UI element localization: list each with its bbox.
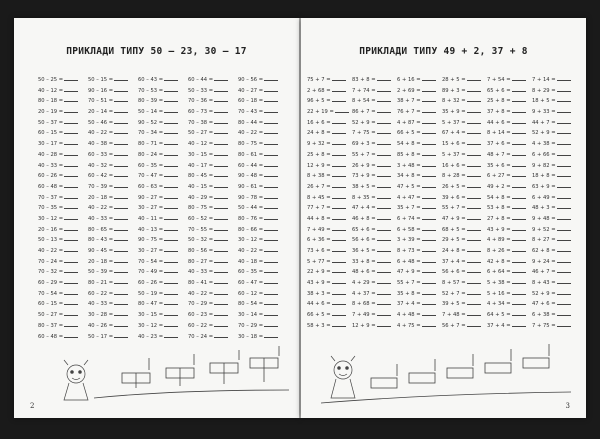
exercise-text: 20 – 19 = — [38, 109, 64, 116]
exercise-text: 89 + 3 = — [442, 87, 466, 94]
exercise-text: 69 + 3 = — [352, 141, 376, 148]
exercise-text: 18 + 8 = — [532, 173, 556, 180]
exercise-text: 96 + 5 = — [307, 98, 331, 105]
right-page — [301, 18, 586, 418]
exercise-text: 18 + 5 = — [532, 98, 556, 105]
exercise-text: 52 + 7 = — [442, 290, 466, 297]
exercise-text: 40 – 13 = — [138, 226, 164, 233]
exercise-text: 44 + 6 = — [307, 301, 331, 308]
exercise-text: 60 – 15 = — [38, 301, 64, 308]
exercise-text: 30 – 12 = — [38, 215, 64, 222]
exercise-text: 7 + 75 = — [352, 130, 376, 137]
exercise-text: 60 – 22 = — [188, 322, 214, 329]
exercise-text: 50 – 27 = — [188, 130, 214, 137]
exercise-text: 6 + 64 = — [487, 269, 511, 276]
exercise-text: 40 – 23 = — [138, 333, 164, 340]
exercise-text: 70 – 38 = — [188, 119, 214, 126]
left-page-title: ПРИКЛАДИ ТИПУ 50 – 23, 30 – 17 — [66, 46, 247, 57]
exercise-text: 40 – 22 = — [88, 130, 114, 137]
exercise-text: 35 + 8 = — [397, 290, 421, 297]
exercise-text: 60 – 12 = — [238, 290, 264, 297]
exercise-text: 76 + 7 = — [397, 109, 421, 116]
exercise-text: 73 + 9 = — [352, 173, 376, 180]
exercise-text: 30 – 14 = — [238, 312, 264, 319]
exercise-text: 80 – 24 = — [138, 151, 164, 158]
right-page-number: 3 — [565, 402, 570, 410]
exercise-text: 9 + 52 = — [532, 226, 556, 233]
exercise-text: 52 + 9 = — [352, 119, 376, 126]
exercise-text: 47 + 6 = — [532, 301, 556, 308]
exercise-text: 26 + 7 = — [307, 183, 331, 190]
exercise-text: 35 + 6 = — [487, 162, 511, 169]
exercise-text: 4 + 87 = — [397, 119, 421, 126]
exercise-text: 29 + 5 = — [442, 237, 466, 244]
exercise-text: 60 – 44 = — [238, 162, 264, 169]
exercise-text: 90 – 75 = — [138, 237, 164, 244]
exercise-text: 40 – 22 = — [38, 248, 64, 254]
exercise-text: 15 + 6 = — [442, 141, 466, 148]
exercise-text: 20 – 14 = — [88, 109, 114, 116]
exercise-text: 9 + 24 = — [532, 258, 556, 265]
exercise-text: 70 – 34 = — [138, 130, 164, 137]
exercise-text: 40 – 22 = — [238, 130, 264, 137]
exercise-text: 54 + 8 = — [487, 194, 511, 201]
exercise-text: 39 + 5 = — [442, 301, 466, 308]
exercise-text: 40 – 28 = — [38, 151, 64, 158]
exercise-text: 63 + 9 = — [532, 183, 556, 190]
exercise-text: 5 + 38 = — [487, 280, 511, 287]
exercise-text: 60 – 35 = — [238, 269, 264, 276]
exercise-text: 75 + 7 = — [307, 77, 331, 83]
exercise-text: 30 – 15 = — [138, 312, 164, 319]
exercise-text: 48 + 3 = — [532, 205, 556, 212]
exercise-text: 60 – 42 = — [88, 173, 114, 180]
exercise-text: 80 – 75 = — [188, 205, 214, 212]
exercise-text: 60 – 52 = — [188, 215, 214, 222]
exercise-text: 27 + 8 = — [487, 215, 511, 222]
exercise-text: 2 + 68 = — [307, 87, 331, 94]
exercise-text: 68 + 5 = — [442, 226, 466, 233]
exercise-text: 60 – 23 = — [188, 312, 214, 319]
exercise-text: 3 + 39 = — [397, 237, 421, 244]
exercise-text: 44 + 8 = — [307, 215, 331, 222]
exercise-text: 8 + 29 = — [532, 87, 556, 94]
exercise-text: 40 – 12 = — [38, 87, 64, 94]
exercise-text: 80 – 75 = — [238, 141, 264, 148]
exercise-text: 46 + 8 = — [352, 215, 376, 222]
exercise-text: 4 + 89 = — [487, 237, 511, 244]
exercise-text: 80 – 41 = — [188, 280, 214, 287]
exercise-text: 24 + 8 = — [442, 248, 466, 254]
exercise-text: 56 + 6 = — [352, 237, 376, 244]
exercise-text: 60 – 33 = — [88, 151, 114, 158]
exercise-text: 8 + 32 = — [442, 98, 466, 105]
exercise-text: 7 + 75 = — [532, 322, 556, 329]
exercise-text: 50 – 32 = — [188, 237, 214, 244]
exercise-text: 22 + 9 = — [307, 269, 331, 276]
exercise-text: 37 + 8 = — [487, 109, 511, 116]
exercise-text: 6 + 16 = — [397, 77, 421, 83]
exercise-text: 55 + 7 = — [442, 205, 466, 212]
exercise-text: 60 – 15 = — [38, 130, 64, 137]
exercise-text: 30 – 27 = — [138, 205, 164, 212]
exercise-text: 90 – 27 = — [138, 194, 164, 201]
exercise-text: 70 – 32 = — [38, 269, 64, 276]
exercise-text: 47 + 9 = — [397, 269, 421, 276]
exercise-text: 40 – 33 = — [188, 269, 214, 276]
exercise-text: 37 + 4 = — [442, 258, 466, 265]
exercise-text: 48 + 7 = — [487, 151, 511, 158]
exercise-text: 80 – 61 = — [238, 151, 264, 158]
exercise-text: 40 – 18 = — [238, 258, 264, 265]
staircase-illustration — [14, 18, 299, 418]
exercise-text: 26 + 5 = — [442, 183, 466, 190]
exercise-text: 47 + 9 = — [442, 215, 466, 222]
exercise-text: 35 + 9 = — [442, 109, 466, 116]
exercise-text: 40 – 22 = — [88, 205, 114, 212]
exercise-text: 6 + 66 = — [532, 151, 556, 158]
exercise-text: 26 + 9 = — [352, 162, 376, 169]
exercise-text: 50 – 46 = — [88, 119, 114, 126]
exercise-text: 70 – 47 = — [138, 173, 164, 180]
exercise-text: 60 – 26 = — [138, 280, 164, 287]
exercise-text: 50 – 33 = — [188, 87, 214, 94]
exercise-text: 47 + 4 = — [352, 205, 376, 212]
exercise-text: 52 + 9 = — [532, 130, 556, 137]
exercise-text: 50 – 37 = — [38, 119, 64, 126]
exercise-text: 58 + 3 = — [307, 322, 331, 329]
exercise-text: 86 + 7 = — [352, 109, 376, 116]
exercise-text: 6 + 58 = — [397, 226, 421, 233]
exercise-text: 56 + 7 = — [442, 322, 466, 329]
exercise-text: 53 + 8 = — [487, 205, 511, 212]
exercise-text: 70 – 35 = — [38, 205, 64, 212]
exercise-text: 60 – 47 = — [238, 280, 264, 287]
exercise-text: 9 + 82 = — [532, 162, 556, 169]
exercise-text: 38 + 7 = — [397, 98, 421, 105]
exercise-text: 50 – 39 = — [88, 269, 114, 276]
exercise-text: 40 – 26 = — [88, 322, 114, 329]
exercise-text: 70 – 43 = — [238, 109, 264, 116]
exercise-text: 60 – 44 = — [188, 77, 214, 83]
exercise-text: 80 – 76 = — [238, 215, 264, 222]
exercise-text: 48 + 6 = — [352, 269, 376, 276]
exercise-text: 83 + 8 = — [352, 77, 376, 83]
exercise-text: 80 – 44 = — [238, 119, 264, 126]
exercise-text: 6 + 48 = — [397, 258, 421, 265]
exercise-text: 35 + 7 = — [397, 205, 421, 212]
exercise-text: 20 – 16 = — [38, 226, 64, 233]
exercise-text: 16 + 6 = — [307, 119, 331, 126]
exercise-text: 6 + 74 = — [397, 215, 421, 222]
exercise-text: 16 + 6 = — [442, 162, 466, 169]
exercise-text: 7 + 48 = — [442, 312, 466, 319]
exercise-text: 8 + 38 = — [307, 173, 331, 180]
exercise-text: 70 – 49 = — [138, 269, 164, 276]
exercise-text: 8 + 57 = — [442, 280, 466, 287]
exercise-text: 60 – 73 = — [188, 109, 214, 116]
exercise-text: 20 – 18 = — [88, 194, 114, 201]
exercise-text: 40 – 32 = — [88, 162, 114, 169]
exercise-text: 49 + 2 = — [487, 183, 511, 190]
exercise-text: 90 – 78 = — [238, 194, 264, 201]
exercise-text: 9 + 48 = — [532, 215, 556, 222]
exercise-text: 52 + 9 = — [532, 290, 556, 297]
exercise-text: 80 – 39 = — [138, 98, 164, 105]
exercise-text: 60 – 35 = — [138, 162, 164, 169]
exercise-text: 40 – 17 = — [188, 162, 214, 169]
exercise-text: 12 + 9 = — [307, 162, 331, 169]
exercise-text: 4 + 48 = — [397, 312, 421, 319]
exercise-text: 4 + 47 = — [397, 194, 421, 201]
exercise-text: 8 + 26 = — [487, 248, 511, 254]
exercise-text: 66 + 5 = — [397, 130, 421, 137]
exercise-text: 30 – 27 = — [138, 248, 164, 254]
exercise-text: 55 + 7 = — [352, 151, 376, 158]
exercise-text: 50 – 44 = — [238, 205, 264, 212]
exercise-text: 50 – 13 = — [38, 237, 64, 244]
exercise-text: 40 – 22 = — [188, 290, 214, 297]
cartoon-character-icon — [64, 360, 88, 400]
exercise-text: 6 + 38 = — [532, 312, 556, 319]
exercise-text: 25 + 8 = — [487, 98, 511, 105]
exercise-text: 5 + 37 = — [442, 119, 466, 126]
exercise-text: 80 – 71 = — [138, 141, 164, 148]
exercise-text: 5 + 16 = — [487, 290, 511, 297]
exercise-text: 25 + 8 = — [307, 151, 331, 158]
exercise-text: 80 – 65 = — [88, 226, 114, 233]
exercise-text: 65 + 6 = — [487, 87, 511, 94]
exercise-text: 60 – 22 = — [88, 290, 114, 297]
exercise-text: 8 + 35 = — [352, 194, 376, 201]
exercise-text: 30 – 18 = — [238, 333, 264, 340]
exercise-text: 50 – 15 = — [88, 77, 114, 83]
right-page-title: ПРИКЛАДИ ТИПУ 49 + 2, 37 + 8 — [359, 46, 528, 57]
exercise-text: 46 + 7 = — [532, 269, 556, 276]
exercise-text: 85 + 8 = — [397, 151, 421, 158]
exercise-text: 50 – 25 = — [38, 77, 64, 83]
exercise-text: 8 + 14 = — [487, 130, 511, 137]
exercise-text: 37 + 4 = — [487, 322, 511, 329]
exercise-text: 80 – 27 = — [188, 258, 214, 265]
exercise-text: 44 + 6 = — [487, 119, 511, 126]
exercise-text: 70 – 39 = — [88, 183, 114, 190]
exercise-text: 8 + 54 = — [352, 98, 376, 105]
exercise-text: 5 + 77 = — [307, 258, 331, 265]
exercise-text: 2 + 69 = — [397, 87, 421, 94]
exercise-text: 60 – 48 = — [38, 183, 64, 190]
exercise-text: 7 + 14 = — [532, 77, 556, 83]
exercise-text: 70 – 54 = — [138, 258, 164, 265]
exercise-text: 7 + 74 = — [352, 87, 376, 94]
exercise-text: 38 + 5 = — [352, 183, 376, 190]
exercise-text: 33 + 8 = — [352, 258, 376, 265]
exercise-text: 6 + 36 = — [307, 237, 331, 244]
exercise-text: 43 + 9 = — [487, 226, 511, 233]
exercise-text: 70 – 37 = — [38, 194, 64, 201]
exercise-text: 9 + 32 = — [307, 141, 331, 148]
exercise-text: 70 – 51 = — [88, 98, 114, 105]
exercise-text: 8 + 68 = — [352, 301, 376, 308]
left-page — [14, 18, 299, 418]
exercise-text: 90 – 16 = — [88, 87, 114, 94]
exercise-text: 30 – 12 = — [238, 237, 264, 244]
exercise-text: 8 + 28 = — [442, 173, 466, 180]
staircase-illustration-right — [301, 18, 586, 418]
cartoon-character-icon — [331, 356, 355, 398]
exercise-text: 20 – 18 = — [88, 258, 114, 265]
exercise-text: 40 – 33 = — [88, 301, 114, 308]
exercise-text: 8 + 27 = — [532, 237, 556, 244]
exercise-text: 50 – 17 = — [88, 333, 114, 340]
exercise-text: 77 + 7 = — [307, 205, 331, 212]
exercise-text: 80 – 54 = — [238, 301, 264, 308]
exercise-text: 30 – 12 = — [138, 322, 164, 329]
exercise-text: 7 + 49 = — [307, 226, 331, 233]
exercise-text: 90 – 52 = — [138, 119, 164, 126]
exercise-text: 40 – 33 = — [38, 162, 64, 169]
exercise-text: 40 – 33 = — [88, 215, 114, 222]
exercise-text: 56 + 6 = — [442, 269, 466, 276]
exercise-text: 60 – 43 = — [138, 77, 164, 83]
exercise-text: 22 + 19 = — [307, 109, 334, 116]
exercise-text: 24 + 8 = — [307, 130, 331, 137]
exercise-text: 50 – 14 = — [138, 109, 164, 116]
exercise-text: 66 + 5 = — [307, 312, 331, 319]
exercise-text: 37 + 6 = — [487, 141, 511, 148]
exercise-text: 44 + 7 = — [532, 119, 556, 126]
exercise-text: 4 + 75 = — [397, 322, 421, 329]
exercise-text: 4 + 38 = — [532, 141, 556, 148]
exercise-text: 80 – 18 = — [38, 98, 64, 105]
exercise-text: 40 – 29 = — [188, 194, 214, 201]
exercise-text: 62 + 8 = — [532, 248, 556, 254]
exercise-text: 5 + 37 = — [442, 151, 466, 158]
exercise-text: 80 – 21 = — [88, 280, 114, 287]
exercise-text: 40 – 38 = — [88, 141, 114, 148]
exercise-text: 60 – 18 = — [238, 98, 264, 105]
exercise-text: 4 + 34 = — [487, 301, 511, 308]
exercise-text: 70 – 55 = — [188, 226, 214, 233]
exercise-text: 54 + 8 = — [397, 141, 421, 148]
exercise-text: 67 + 4 = — [442, 130, 466, 137]
exercise-text: 70 – 29 = — [188, 301, 214, 308]
exercise-text: 70 – 53 = — [138, 87, 164, 94]
exercise-text: 40 – 27 = — [238, 87, 264, 94]
exercise-text: 8 + 73 = — [397, 248, 421, 254]
exercise-text: 80 – 56 = — [188, 248, 214, 254]
exercise-text: 65 + 6 = — [352, 226, 376, 233]
exercise-text: 36 + 5 = — [352, 248, 376, 254]
exercise-text: 12 + 9 = — [352, 322, 376, 329]
exercise-text: 40 – 12 = — [188, 141, 214, 148]
exercise-text: 3 + 48 = — [397, 162, 421, 169]
exercise-text: 40 – 22 = — [238, 248, 264, 254]
exercise-text: 70 – 24 = — [188, 333, 214, 340]
exercise-text: 6 + 49 = — [532, 194, 556, 201]
exercise-text: 38 + 3 = — [307, 290, 331, 297]
exercise-text: 8 + 43 = — [532, 280, 556, 287]
exercise-text: 39 + 6 = — [442, 194, 466, 201]
exercise-text: 80 – 37 = — [38, 322, 64, 329]
exercise-text: 50 – 19 = — [138, 290, 164, 297]
exercise-text: 90 – 45 = — [88, 248, 114, 254]
exercise-text: 60 – 29 = — [38, 280, 64, 287]
exercise-text: 40 – 11 = — [138, 215, 164, 222]
exercise-text: 7 + 49 = — [352, 312, 376, 319]
exercise-text: 30 – 28 = — [88, 312, 114, 319]
exercise-text: 43 + 9 = — [307, 280, 331, 287]
exercise-text: 60 – 63 = — [138, 183, 164, 190]
exercise-text: 70 – 24 = — [38, 258, 64, 265]
exercise-text: 70 – 36 = — [188, 98, 214, 105]
exercise-text: 60 – 48 = — [38, 333, 64, 340]
exercise-text: 70 – 54 = — [38, 290, 64, 297]
exercise-text: 42 + 8 = — [487, 258, 511, 265]
exercise-text: 28 + 5 = — [442, 77, 466, 83]
exercise-text: 90 – 48 = — [238, 173, 264, 180]
exercise-text: 9 + 33 = — [532, 109, 556, 116]
exercise-text: 60 – 26 = — [38, 173, 64, 180]
exercise-text: 8 + 45 = — [307, 194, 331, 201]
exercise-text: 40 – 15 = — [188, 183, 214, 190]
exercise-text: 80 – 66 = — [238, 226, 264, 233]
exercise-text: 80 – 43 = — [88, 237, 114, 244]
exercise-text: 4 + 29 = — [352, 280, 376, 287]
exercise-text: 30 – 17 = — [38, 141, 64, 148]
exercise-text: 90 – 61 = — [238, 183, 264, 190]
exercise-text: 64 + 5 = — [487, 312, 511, 319]
exercise-text: 50 – 27 = — [38, 312, 64, 319]
exercise-text: 30 – 15 = — [188, 151, 214, 158]
exercise-text: 4 + 37 = — [352, 290, 376, 297]
exercise-text: 47 + 5 = — [397, 183, 421, 190]
exercise-text: 7 + 54 = — [487, 77, 511, 83]
exercise-text: 34 + 8 = — [397, 173, 421, 180]
exercise-text: 80 – 47 = — [138, 301, 164, 308]
exercise-text: 70 – 29 = — [238, 322, 264, 329]
exercise-text: 90 – 56 = — [238, 77, 264, 83]
exercise-text: 55 + 7 = — [397, 280, 421, 287]
exercise-text: 73 + 6 = — [307, 248, 331, 254]
exercise-text: 37 + 4 = — [397, 301, 421, 308]
exercise-text: 80 – 45 = — [188, 173, 214, 180]
exercise-text: 6 + 27 = — [487, 173, 511, 180]
left-page-number: 2 — [30, 402, 35, 410]
